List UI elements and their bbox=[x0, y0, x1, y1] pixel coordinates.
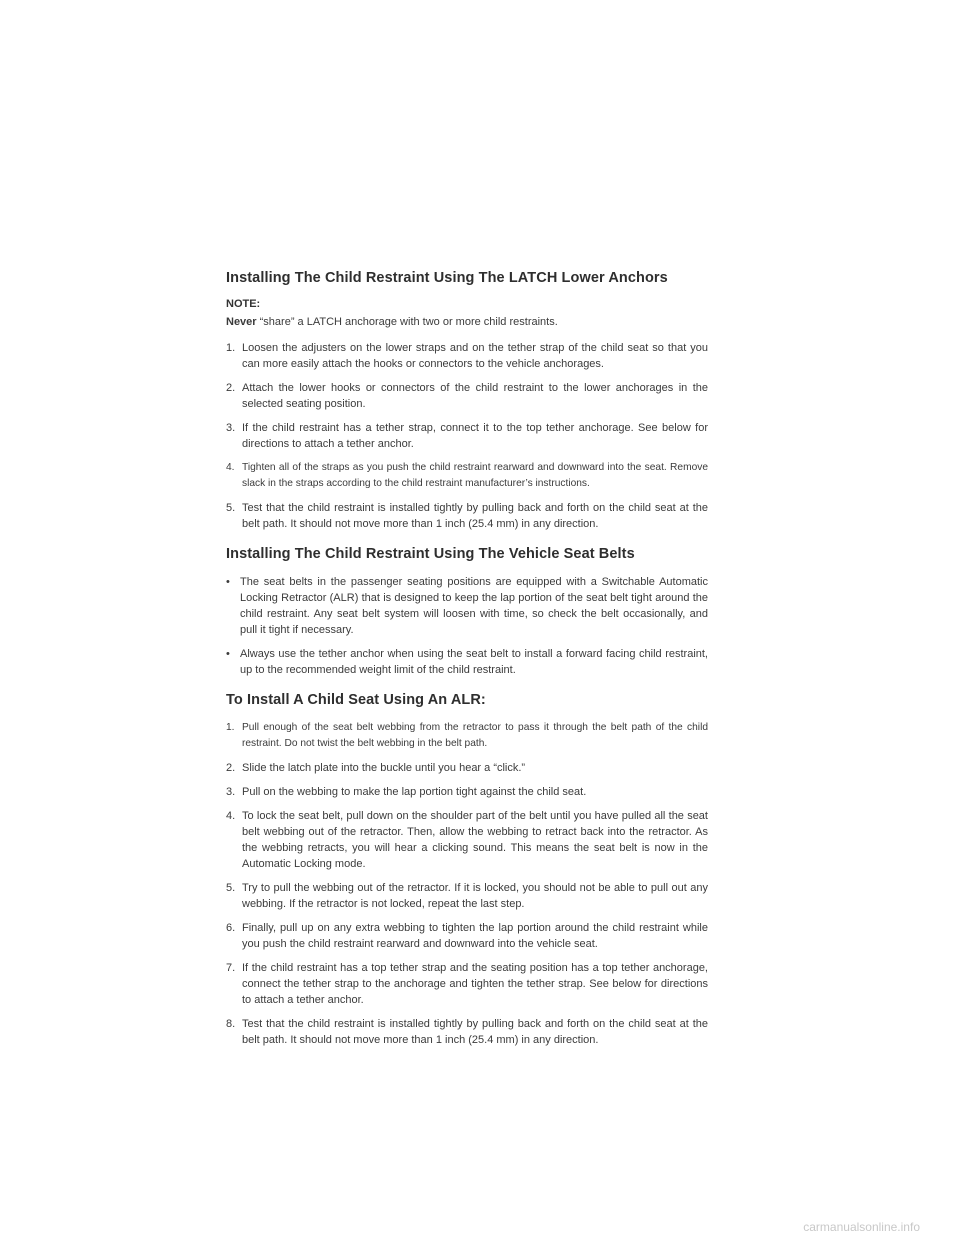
step-number: 6. bbox=[226, 922, 236, 934]
note-text bbox=[226, 314, 708, 330]
step-number: 3. bbox=[226, 786, 236, 798]
note-strong: Never bbox=[226, 316, 257, 328]
list-item bbox=[226, 760, 708, 776]
step-text: Slide the latch plate into the buckle until you hear a “click.” bbox=[242, 762, 526, 774]
step-number: 1. bbox=[226, 722, 235, 733]
list-item bbox=[226, 460, 708, 492]
bullet-text: The seat belts in the passenger seating positions are equipped with a Switchable Automatic Locking Retractor (ALR) that is designed to keep the lap portion of the seat belt tight around the child restraint. Any seat belt system will loosen with time, so check the belt occasionally, and pull it tight if necessary. bbox=[240, 576, 708, 636]
alr-steps-list bbox=[226, 720, 708, 1048]
list-item bbox=[226, 420, 708, 452]
list-item bbox=[226, 1016, 708, 1048]
step-number: 8. bbox=[226, 1018, 236, 1030]
step-number: 3. bbox=[226, 422, 236, 434]
list-item bbox=[226, 500, 708, 532]
step-number: 1. bbox=[226, 342, 236, 354]
step-number: 4. bbox=[226, 462, 235, 473]
step-text: If the child restraint has a top tether strap and the seating position has a top tether anchorage, connect the tether strap to the anchorage and tighten the tether strap. See below for directions to attach a tether anchor. bbox=[242, 962, 708, 1006]
step-number: 2. bbox=[226, 762, 236, 774]
note-body: “share” a LATCH anchorage with two or more child restraints. bbox=[256, 316, 558, 328]
section-latch-title: Installing The Child Restraint Using The LATCH Lower Anchors bbox=[226, 270, 668, 286]
bullet-mark: • bbox=[226, 648, 230, 660]
step-text: Try to pull the webbing out of the retractor. If it is locked, you should not be able to pull out any webbing. If the retractor is not locked, repeat the last step. bbox=[242, 882, 708, 910]
list-item bbox=[226, 574, 708, 638]
list-item bbox=[226, 920, 708, 952]
step-text: Pull enough of the seat belt webbing from the retractor to pass it through the belt path of the child restraint. Do not twist the belt webbing in the belt path. bbox=[242, 722, 708, 749]
step-text: Pull on the webbing to make the lap portion tight against the child seat. bbox=[242, 786, 587, 798]
step-text: Loosen the adjusters on the lower straps and on the tether strap of the child seat so that you can more easily attach the hooks or connectors to the vehicle anchorages. bbox=[242, 342, 708, 370]
step-text: Finally, pull up on any extra webbing to tighten the lap portion around the child restraint while you push the child restraint rearward and downward into the vehicle seat. bbox=[242, 922, 708, 950]
bullet-text: Always use the tether anchor when using the seat belt to install a forward facing child restraint, up to the recommended weight limit of the child restraint. bbox=[240, 648, 708, 676]
step-text: Test that the child restraint is installed tightly by pulling back and forth on the child seat at the belt path. It should not move more than 1 inch (25.4 mm) in any direction. bbox=[242, 502, 708, 530]
step-number: 2. bbox=[226, 382, 236, 394]
step-text: Tighten all of the straps as you push the child restraint rearward and downward into the seat. Remove slack in the straps according to the child restraint manufacturer’s instructions. bbox=[242, 462, 708, 489]
list-item bbox=[226, 380, 708, 412]
site-watermark: carmanualsonline.info bbox=[803, 1220, 920, 1234]
list-item bbox=[226, 880, 708, 912]
list-item bbox=[226, 646, 708, 678]
list-item bbox=[226, 784, 708, 800]
step-text: To lock the seat belt, pull down on the shoulder part of the belt until you have pulled all the seat belt webbing out of the retractor. Then, allow the webbing to retract back into the retractor. As the webbing retracts, you will hear a clicking sound. This means the seat belt is now in the Automatic Locking mode. bbox=[242, 810, 708, 870]
step-text: Attach the lower hooks or connectors of the child restraint to the lower anchorages in the selected seating position. bbox=[242, 382, 708, 410]
page-content bbox=[226, 270, 708, 1056]
step-number: 4. bbox=[226, 810, 236, 822]
step-number: 7. bbox=[226, 962, 236, 974]
seatbelt-bullet-list bbox=[226, 574, 708, 678]
section-alr-title: To Install A Child Seat Using An ALR: bbox=[226, 692, 486, 708]
step-text: Test that the child restraint is installed tightly by pulling back and forth on the child seat at the belt path. It should not move more than 1 inch (25.4 mm) in any direction. bbox=[242, 1018, 708, 1046]
section-seatbelt-title: Installing The Child Restraint Using The Vehicle Seat Belts bbox=[226, 546, 635, 562]
step-text: If the child restraint has a tether strap, connect it to the top tether anchorage. See below for directions to attach a tether anchor. bbox=[242, 422, 708, 450]
list-item bbox=[226, 960, 708, 1008]
step-number: 5. bbox=[226, 882, 236, 894]
list-item bbox=[226, 720, 708, 752]
list-item bbox=[226, 808, 708, 872]
note-label: NOTE: bbox=[226, 298, 261, 310]
list-item bbox=[226, 340, 708, 372]
step-number: 5. bbox=[226, 502, 236, 514]
latch-steps-list bbox=[226, 340, 708, 532]
bullet-mark: • bbox=[226, 576, 230, 588]
